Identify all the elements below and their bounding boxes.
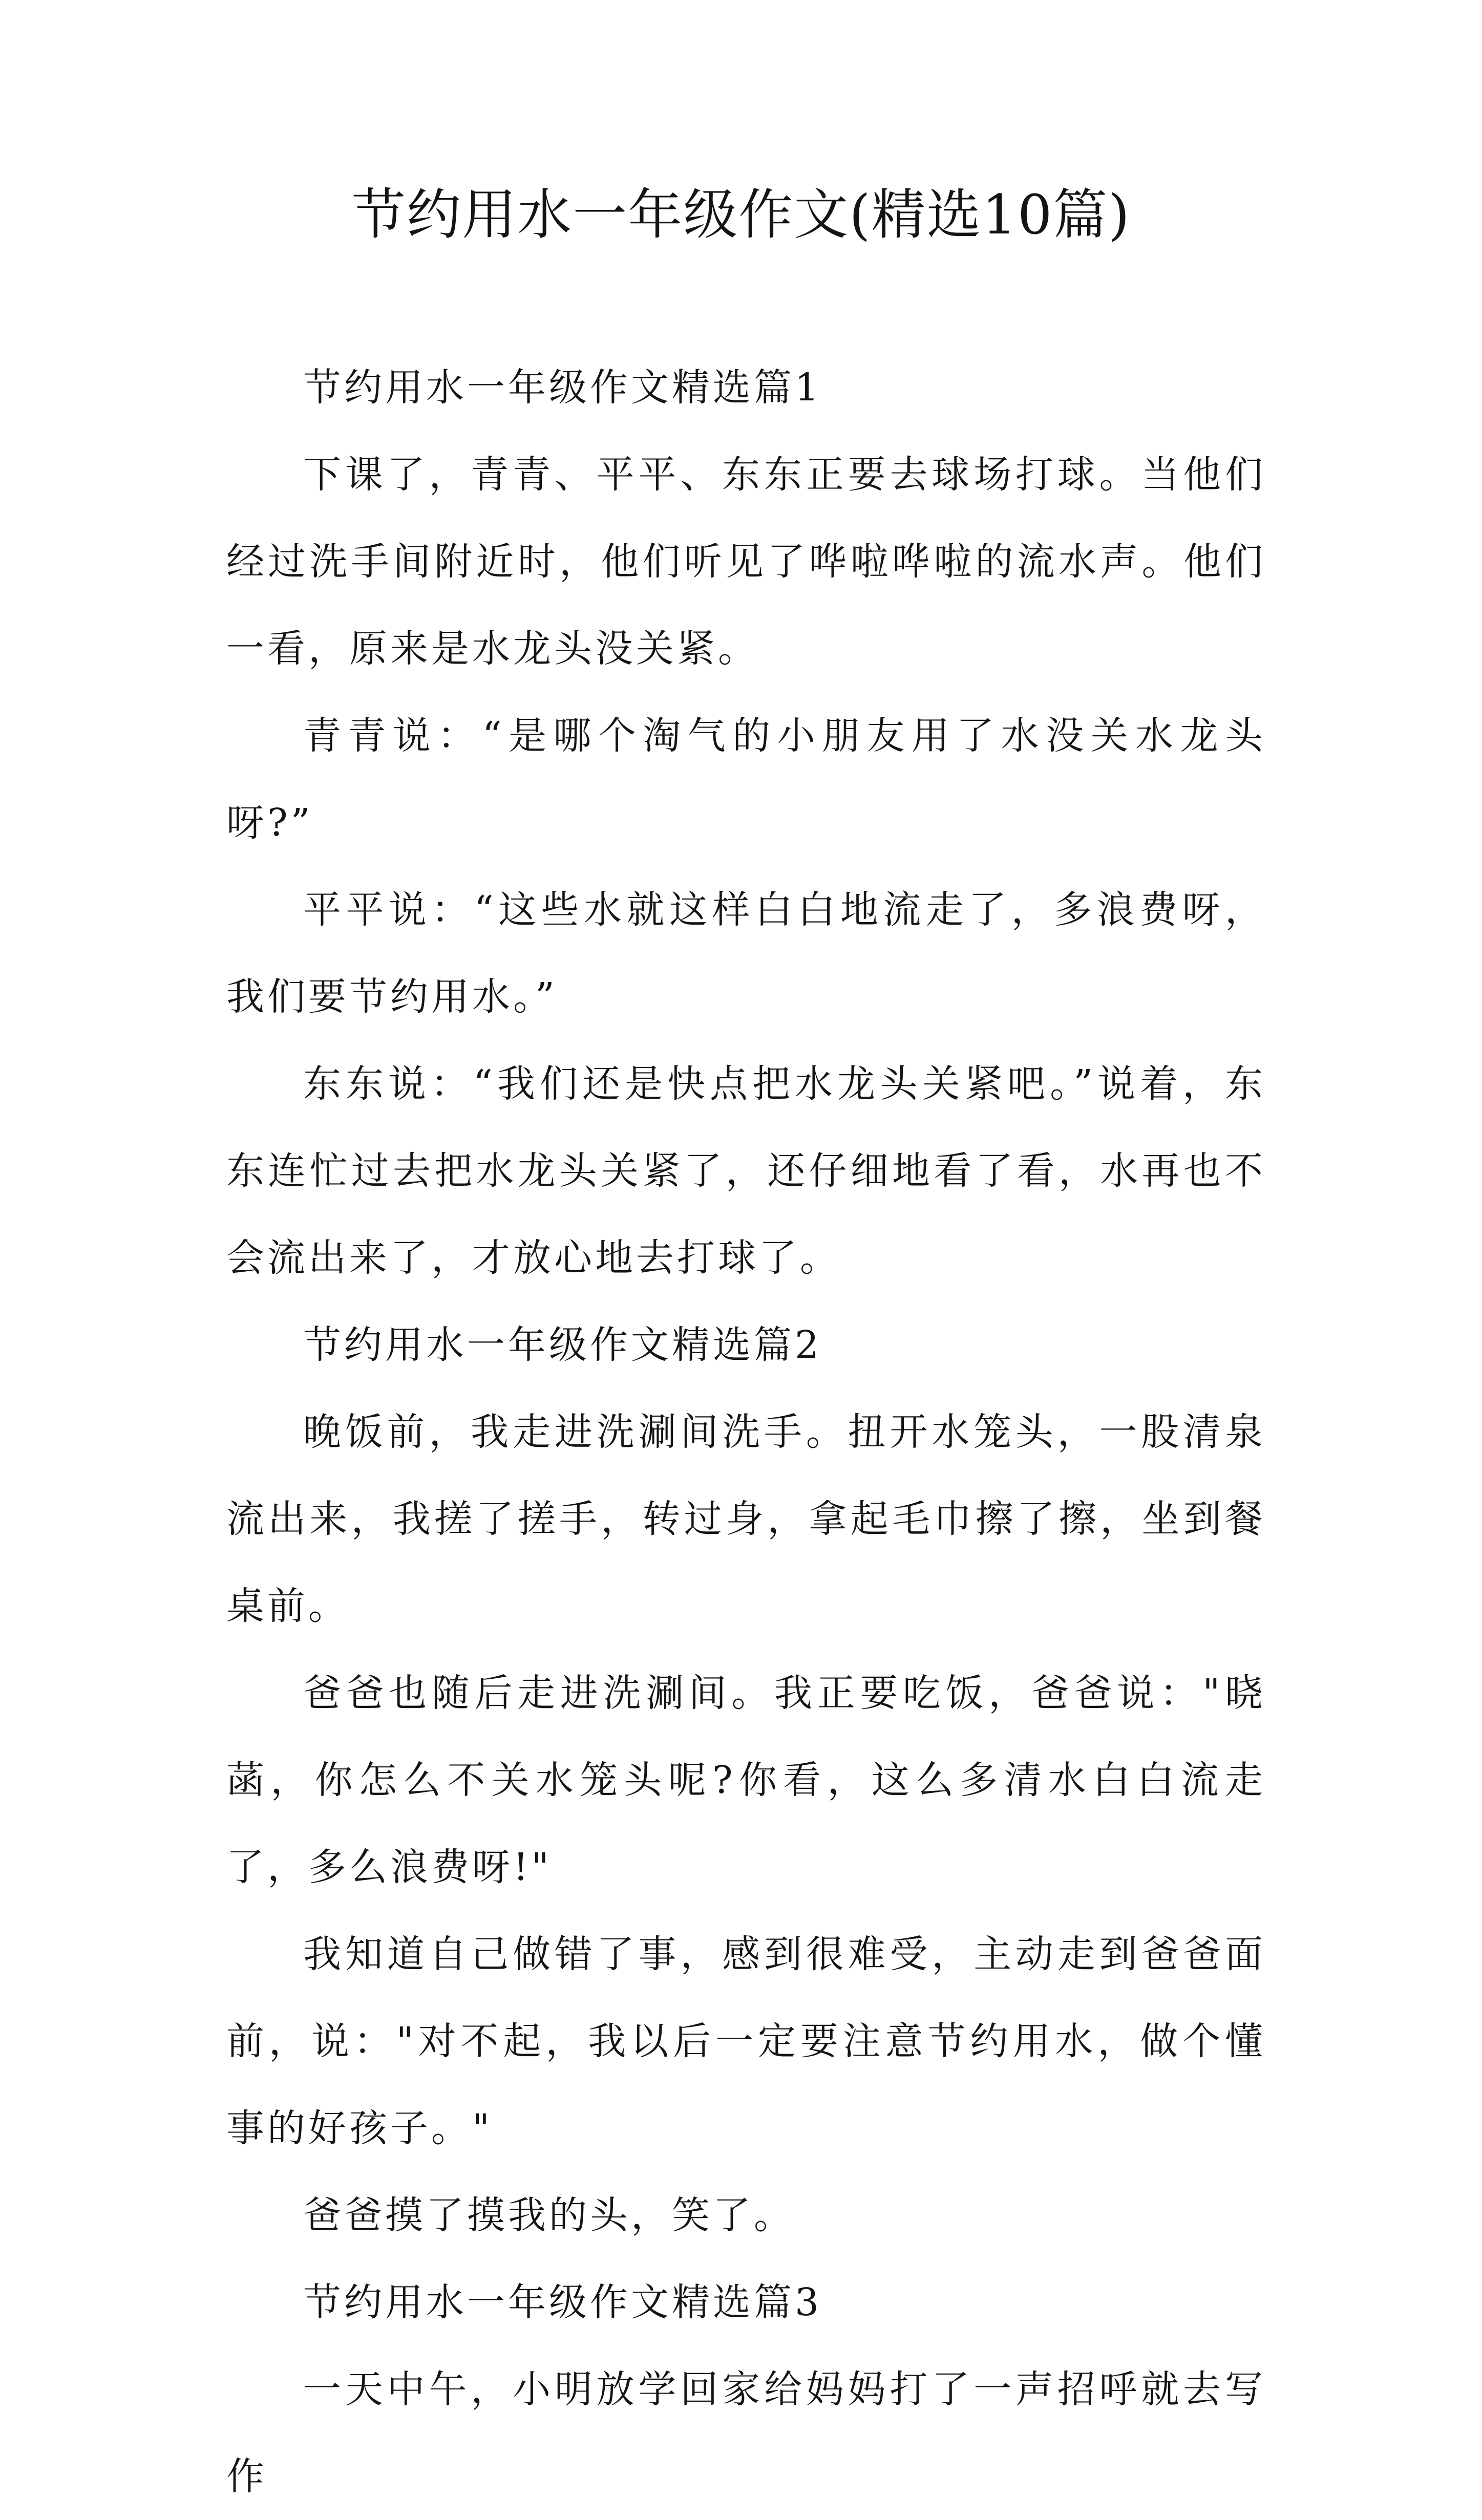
section-heading-1: 节约用水一年级作文精选篇1 <box>303 366 822 410</box>
section-heading-3: 节约用水一年级作文精选篇3 <box>303 2280 822 2324</box>
paragraph: 青青说：“是哪个淘气的小朋友用了水没关水龙头呀?” <box>226 714 1266 845</box>
paragraph: 东东说：“我们还是快点把水龙头关紧吧。”说着，东东连忙过去把水龙头关紧了，还仔细地看了看，水再也不会流出来了，才放心地去打球了。 <box>226 1062 1266 1280</box>
document-title: 节约用水一年级作文(精选10篇) <box>351 183 1131 246</box>
paragraph: 下课了，青青、平平、东东正要去球场打球。当他们经过洗手间附近时，他们听见了哗啦哗啦的流水声。他们一看，原来是水龙头没关紧。 <box>226 453 1266 671</box>
paragraph: 一天中午，小明放学回家给妈妈打了一声招呼就去写作 <box>226 2367 1266 2498</box>
paragraph: 平平说：“这些水就这样白白地流走了，多浪费呀，我们要节约用水。” <box>226 888 1266 1019</box>
paragraph: 我知道自己做错了事，感到很难受，主动走到爸爸面前，说："对不起，我以后一定要注意节约用水，做个懂事的好孩子。" <box>226 1932 1266 2150</box>
paragraph: 爸爸摸了摸我的头，笑了。 <box>303 2193 795 2237</box>
document-body <box>226 344 1266 2520</box>
paragraph: 晚饭前，我走进洗涮间洗手。扭开水笼头，一股清泉流出来，我搓了搓手，转过身，拿起毛巾擦了擦，坐到餐桌前。 <box>226 1410 1266 1628</box>
section-heading-2: 节约用水一年级作文精选篇2 <box>303 1323 822 1367</box>
paragraph: 爸爸也随后走进洗涮间。我正要吃饭，爸爸说："晓菡，你怎么不关水笼头呢?你看，这么多清水白白流走了，多么浪费呀!" <box>226 1671 1266 1889</box>
